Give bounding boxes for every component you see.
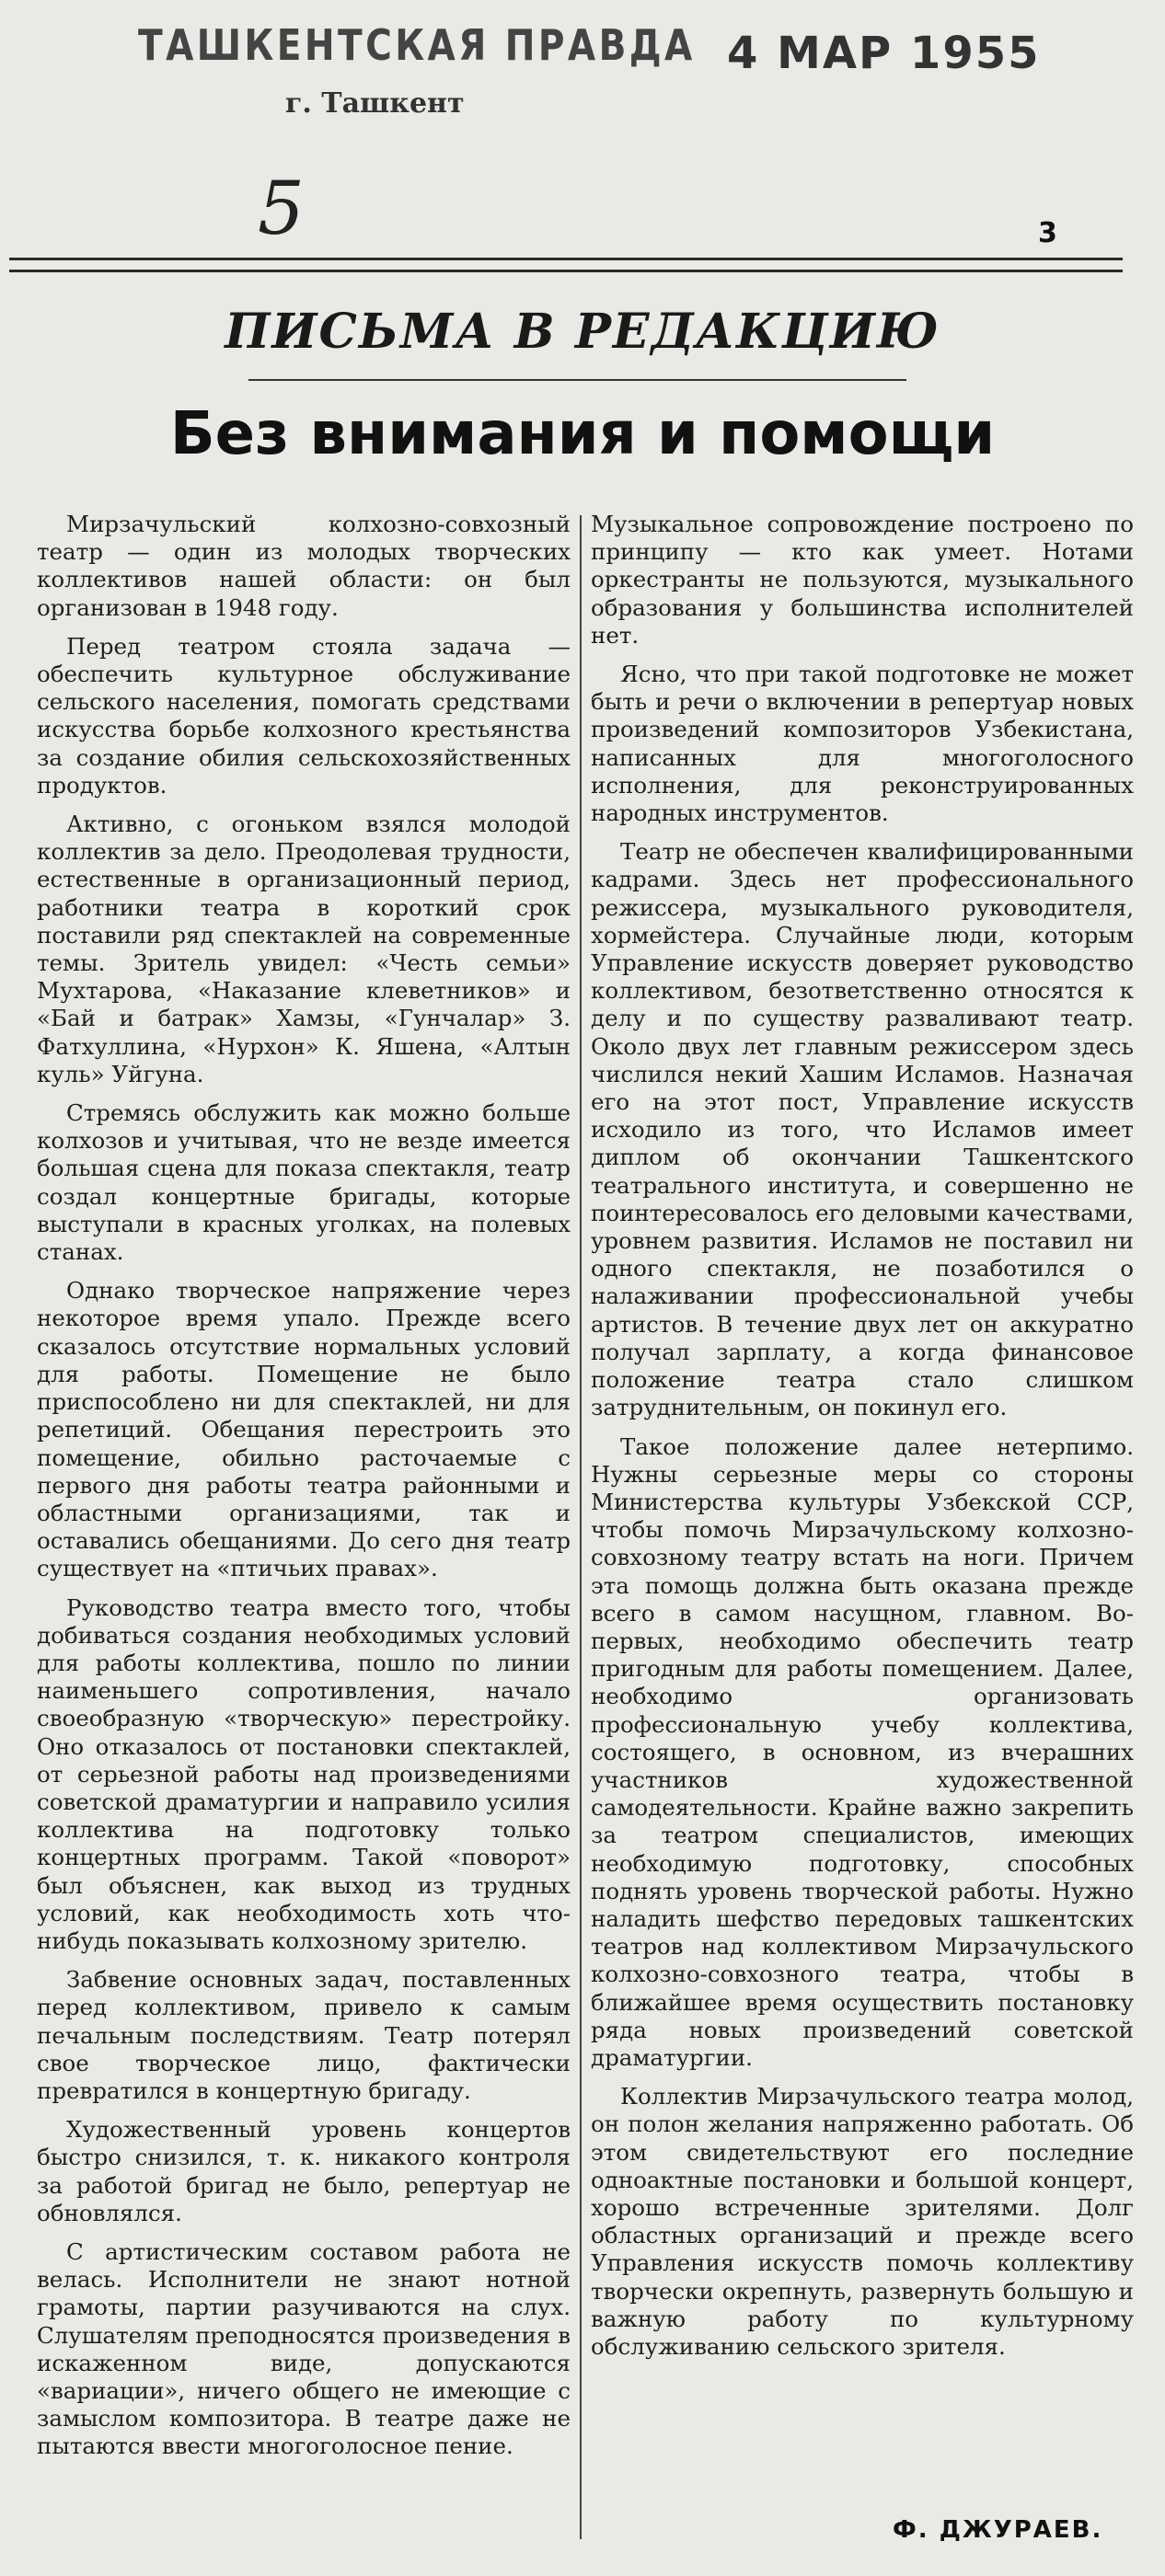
clipping-stamp-date: 4 МАР 1955 bbox=[727, 28, 1041, 79]
paragraph: Активно, с огоньком взялся молодой коллектив за дело. Преодолевая трудности, естественные в организационный период, работники театра в короткий срок поставили ряд спектаклей на современные темы. Зритель увидел: «Честь семьи» Мухтарова, «Наказание клеветников» и «Бай и батрак» Хамзы, «Гунчалар» З. Фатхуллина, «Нурхон» К. Яшена, «Алтын куль» Уйгуна. bbox=[37, 811, 571, 1087]
paragraph: С артистическим составом работа не велась. Исполнители не знают нотной грамоты, партии разучиваются на слух. Слушателям преподносятся произведения в искаженном виде, допускаются «вариации», ничего общего не имеющие с замыслом композитора. В театре даже не пытаются ввести многоголосное пение. bbox=[37, 2237, 571, 2460]
article-column-left bbox=[37, 511, 571, 2535]
clipping-stamp-newspaper: ТАШКЕНТСКАЯ ПРАВДА bbox=[138, 20, 696, 70]
page-number: 3 bbox=[1038, 217, 1057, 249]
article-headline: Без внимания и помощи bbox=[169, 400, 996, 468]
rubric-title: ПИСЬМА В РЕДАКЦИЮ bbox=[225, 304, 940, 360]
paragraph: Музыкальное сопровождение построено по принципу — кто как умеет. Нотами оркестранты не пользуются, музыкального образования у большинства исполнителей нет. bbox=[591, 511, 1134, 649]
article-column-right bbox=[591, 511, 1134, 2535]
paragraph: Мирзачульский колхозно-совхозный театр — один из молодых творческих коллективов нашей области: он был организован в 1948 году. bbox=[37, 511, 571, 621]
rubric-underline bbox=[248, 379, 906, 381]
top-rule bbox=[9, 258, 1123, 272]
author-signature: Ф. ДЖУРАЕВ. bbox=[893, 2516, 1103, 2544]
paragraph: Однако творческое напряжение через некоторое время упало. Прежде всего сказалось отсутствие нормальных условий для работы. Помещение не было приспособлено ни для спектаклей, ни для репетиций. Обещания перестроить это помещение, обильно расточаемые с первого дня работы театра районными и областными организациями, так и оставались обещаниями. До сего дня театр существует на «птичьих правах». bbox=[37, 1277, 571, 1582]
paragraph: Коллектив Мирзачульского театра молод, он полон желания напряженно работать. Об этом свидетельствуют его последние одноактные постановки и большой концерт, хорошо встреченные зрителями. Долг областных организаций и прежде всего Управления искусств помочь коллективу творчески окрепнуть, развернуть большую и важную работу по культурному обслуживанию сельского зрителя. bbox=[591, 2083, 1134, 2360]
paragraph: Забвение основных задач, поставленных перед коллективом, привело к самым печальным последствиям. Театр потерял свое творческое лицо, фактически превратился в концертную бригаду. bbox=[37, 1966, 571, 2104]
paragraph: Театр не обеспечен квалифицированными кадрами. Здесь нет профессионального режиссера, музыкального руководителя, хормейстера. Случайные люди, которым Управление искусств доверяет руководство коллективом, безответственно относятся к делу и по существу разваливают театр. Около двух лет главным режиссером здесь числился некий Хашим Исламов. Назначая его на этот пост, Управление искусств исходило из того, что Исламов имеет диплом об окончании Ташкентского театрального института, и совершенно не поинтересовалось его деловыми качествами, уровнем развития. Исламов не поставил ни одного спектакля, не позаботился о налаживании профессиональной учебы артистов. В течение двух лет он аккуратно получал зарплату, а когда финансовое положение театра стало слишком затруднительным, он покинул его. bbox=[591, 838, 1134, 1421]
paragraph: Художественный уровень концертов быстро снизился, т. к. никакого контроля за работой бригад не было, репертуар не обновлялся. bbox=[37, 2116, 571, 2226]
paragraph: Руководство театра вместо того, чтобы добиваться создания необходимых условий для работы коллектива, пошло по линии наименьшего сопротивления, начало своеобразную «творческую» перестройку. Оно отказалось от постановки спектаклей, от серьезной работы над произведениями советской драматургии и направило усилия коллектива на подготовку только концертных программ. Такой «поворот» был объяснен, как выход из трудных условий, как необходимость хоть что-нибудь показывать колхозному зрителю. bbox=[37, 1593, 571, 1954]
column-divider bbox=[580, 515, 582, 2539]
paragraph: Перед театром стояла задача — обеспечить культурное обслуживание сельского населения, помогать средствами искусства борьбе колхозного крестьянства за создание обилия сельскохозяйственных продуктов. bbox=[37, 632, 571, 799]
paragraph: Ясно, что при такой подготовке не может быть и речи о включении в репертуар новых произведений композиторов Узбекистана, написанных для многоголосного исполнения, для реконструированных народных инструментов. bbox=[591, 661, 1134, 827]
paragraph: Стремясь обслужить как можно больше колхозов и учитывая, что не везде имеется большая сцена для показа спектакля, театр создал концертные бригады, которые выступали в красных уголках, на полевых станах. bbox=[37, 1099, 571, 1266]
clipping-stamp-city: г. Ташкент bbox=[285, 87, 465, 120]
paragraph: Такое положение далее нетерпимо. Нужны серьезные меры со стороны Министерства культуры Узбекской ССР, чтобы помочь Мирзачульскому колхозно-совхозному театру встать на ноги. Причем эта помощь должна быть оказана прежде всего в самом насущном, главном. Во-первых, необходимо обеспечить театр пригодным для работы помещением. Далее, необходимо организовать профессиональную учебу коллектива, состоящего, в основном, из вчерашних участников художественной самодеятельности. Крайне важно закрепить за театром специалистов, имеющих необходимую подготовку, способных поднять уровень творческой работы. Нужно наладить шефство передовых ташкентских театров над коллективом Мирзачульского колхозно-совхозного театра, чтобы в ближайшее время осуществить постановку ряда новых произведений советской драматургии. bbox=[591, 1432, 1134, 2071]
handwritten-mark: 5 bbox=[258, 166, 305, 251]
